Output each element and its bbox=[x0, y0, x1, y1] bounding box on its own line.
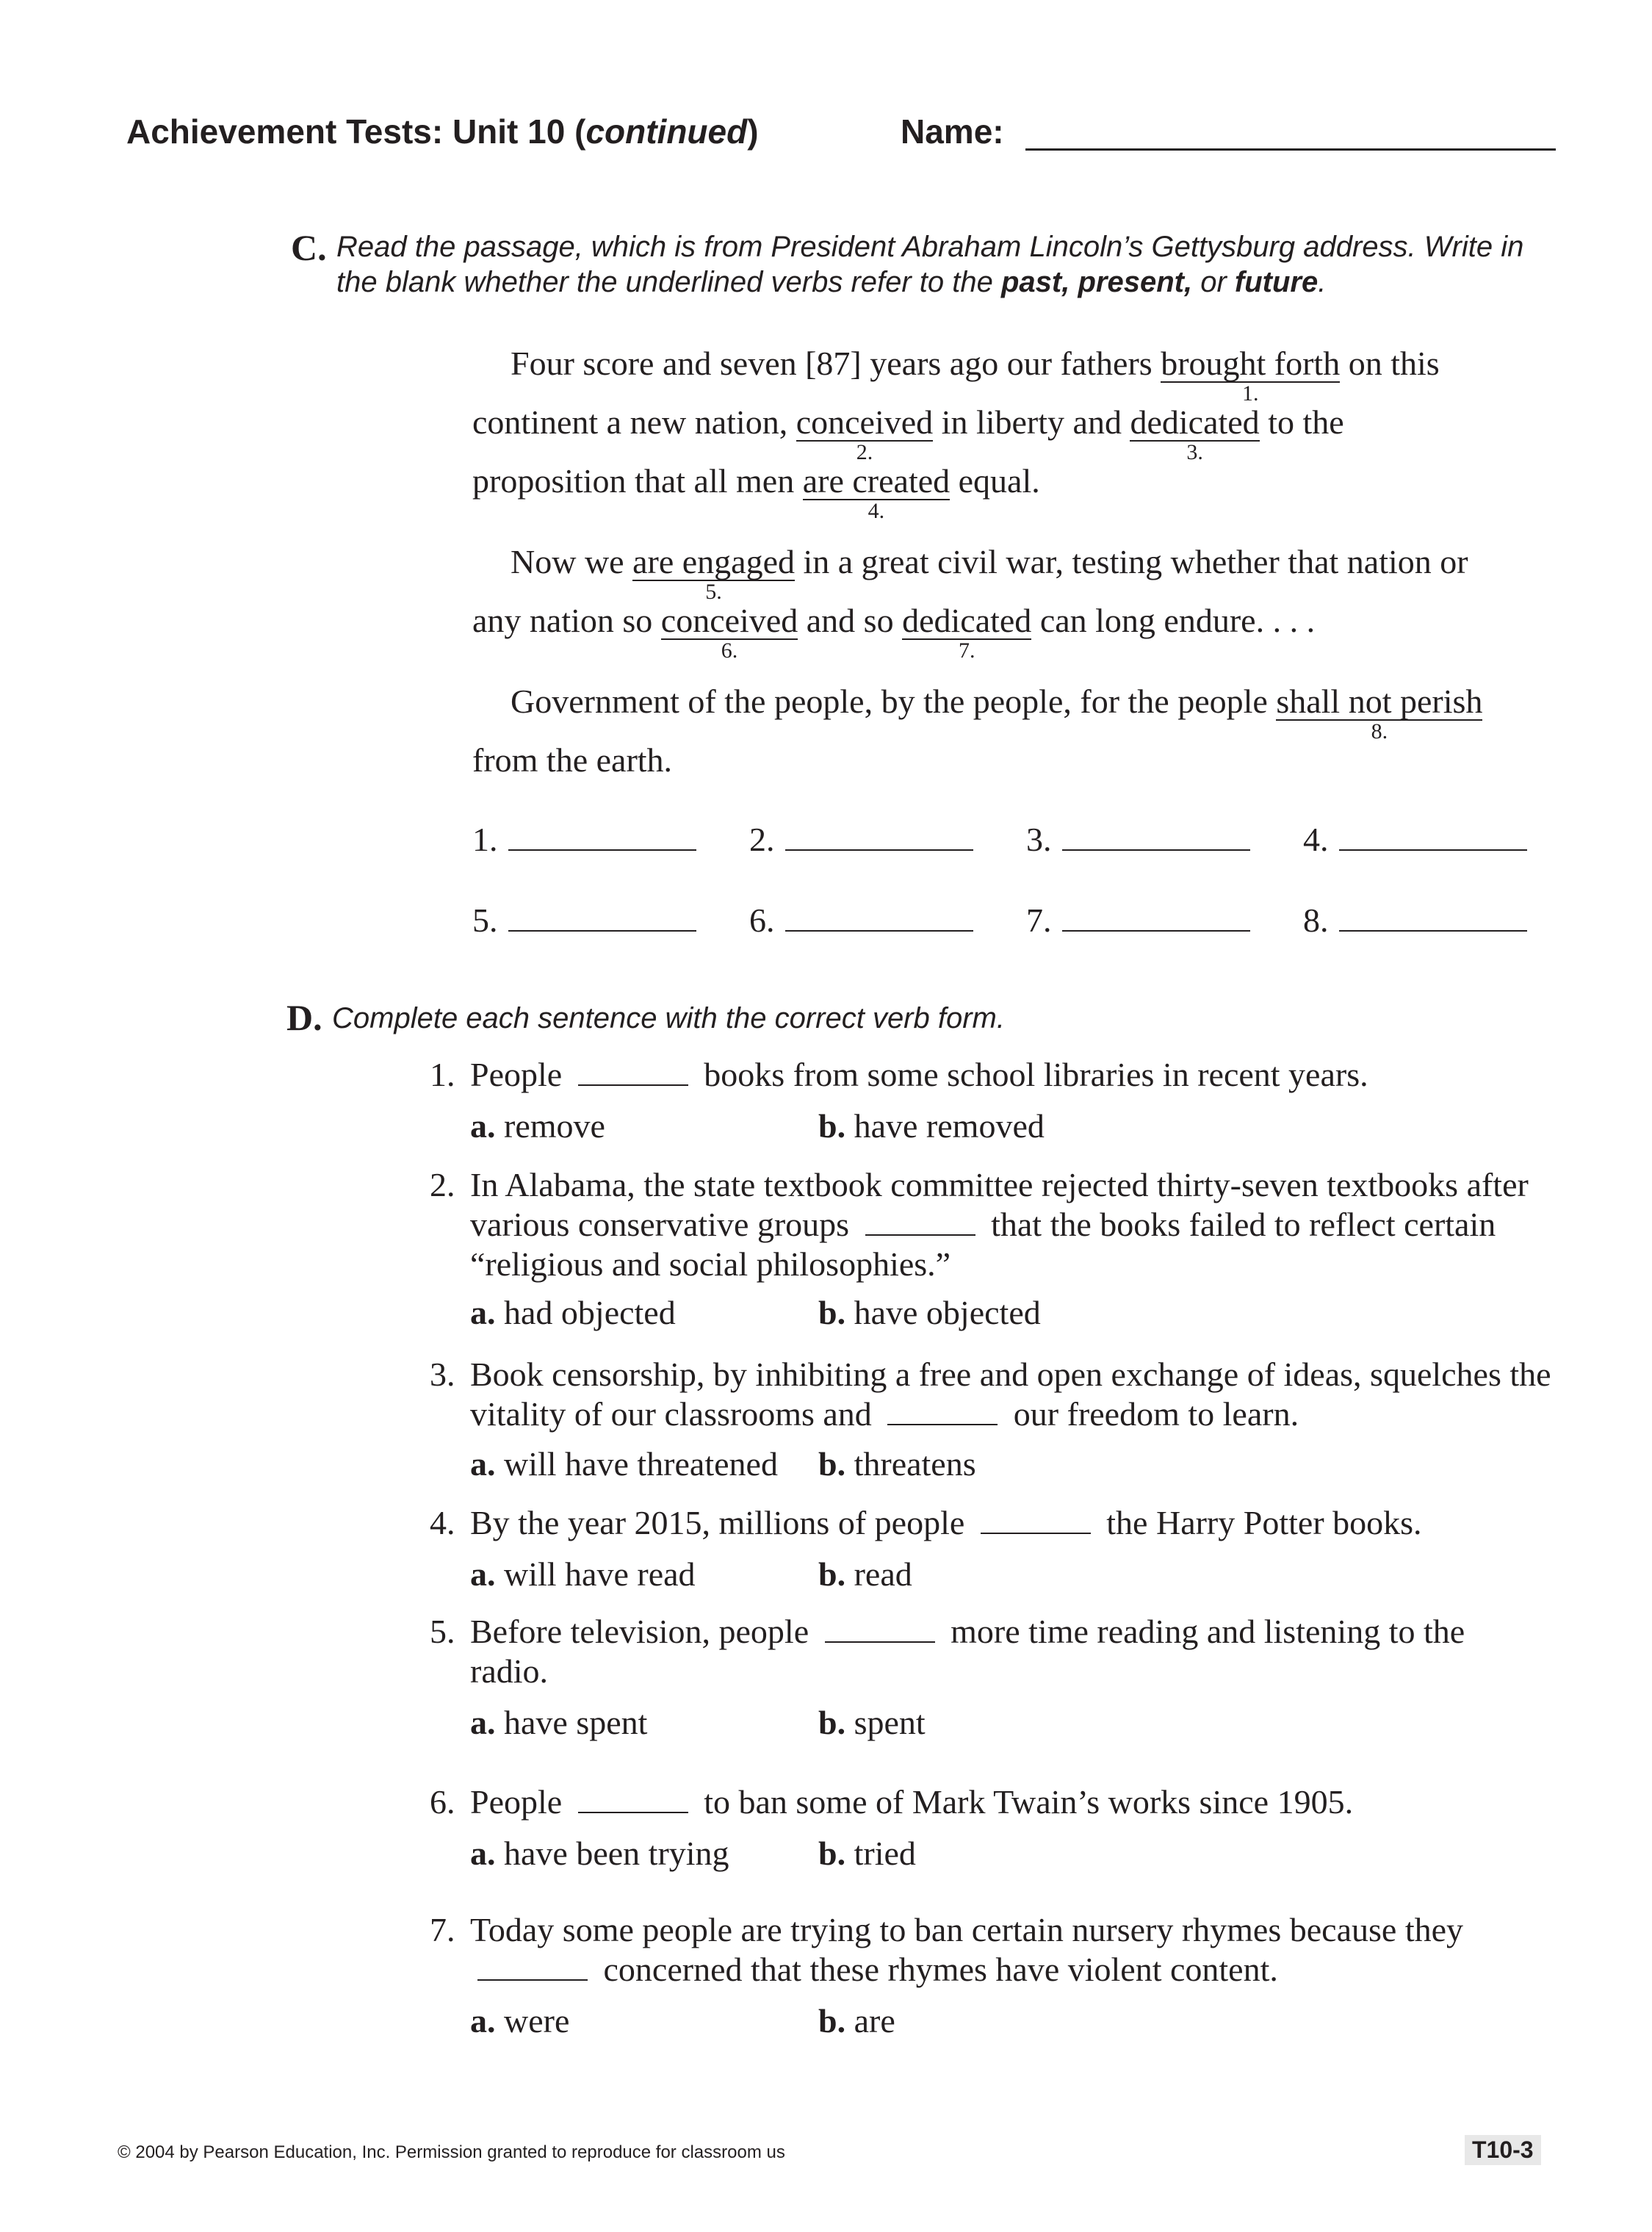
verb-number: 6. bbox=[721, 638, 738, 663]
option-b[interactable]: b. have removed bbox=[818, 1107, 1045, 1145]
question-number: 4. bbox=[430, 1504, 455, 1541]
name-label: Name: bbox=[901, 112, 1004, 151]
passage-line: Government of the people, by the people, for the people shall not perish 8. bbox=[511, 683, 1483, 744]
answer-blank[interactable]: 6. bbox=[749, 901, 973, 940]
option-a[interactable]: a. will have read bbox=[470, 1555, 696, 1593]
answer-blank[interactable]: 7. bbox=[1026, 901, 1250, 940]
verb-number: 4. bbox=[868, 499, 885, 524]
underlined-verb-6: conceived 6. bbox=[660, 602, 798, 663]
question-number: 6. bbox=[430, 1783, 455, 1821]
fill-blank bbox=[981, 1532, 1091, 1534]
verb-number: 7. bbox=[958, 638, 975, 663]
passage-line: proposition that all men are created 4. equal. bbox=[472, 462, 1040, 524]
name-field-line[interactable] bbox=[1025, 148, 1556, 151]
passage-line: continent a new nation, conceived 2. in liberty and dedicated 3. to the bbox=[472, 403, 1344, 465]
verb-number: 3. bbox=[1186, 440, 1203, 465]
option-a[interactable]: a. were bbox=[470, 2002, 570, 2040]
copyright-footer: © 2004 by Pearson Education, Inc. Permission granted to reproduce for classroom us bbox=[118, 2142, 785, 2162]
question-text: In Alabama, the state textbook committee rejected thirty-seven textbooks after various conservative groups that the books failed to reflect certain “religious and social philosophies.” bbox=[470, 1166, 1529, 1283]
option-b[interactable]: b. threatens bbox=[818, 1445, 976, 1483]
underlined-verb-2: conceived 2. bbox=[796, 403, 934, 465]
verb-number: 1. bbox=[1241, 381, 1259, 406]
section-d-instruction: Complete each sentence with the correct verb form. bbox=[332, 1002, 1005, 1034]
section-c-letter: C. bbox=[291, 227, 327, 268]
passage-line: Now we are engaged 5. in a great civil war, testing whether that nation or bbox=[511, 543, 1468, 605]
question-text: By the year 2015, millions of people the Harry Potter books. bbox=[470, 1504, 1422, 1541]
question-text: People to ban some of Mark Twain’s works since 1905. bbox=[470, 1783, 1354, 1821]
section-d-letter: D. bbox=[286, 997, 322, 1038]
question-number: 3. bbox=[430, 1356, 455, 1393]
question-number: 1. bbox=[430, 1056, 455, 1093]
option-a[interactable]: a. have spent bbox=[470, 1704, 648, 1741]
answer-blank[interactable]: 1. bbox=[472, 820, 696, 859]
question-text: Book censorship, by inhibiting a free and open exchange of ideas, squelches the vitality of our classrooms and our freedom to learn. bbox=[470, 1356, 1551, 1433]
page-id: T10-3 bbox=[1465, 2135, 1541, 2165]
underlined-verb-1: brought forth 1. bbox=[1161, 345, 1341, 406]
question-text: Today some people are trying to ban certain nursery rhymes because they concerned that these rhymes have violent content. bbox=[470, 1911, 1464, 1988]
option-a[interactable]: a. had objected bbox=[470, 1294, 676, 1331]
underlined-verb-5: are engaged 5. bbox=[632, 543, 795, 605]
option-a[interactable]: a. will have threatened bbox=[470, 1445, 778, 1483]
test-title: Achievement Tests: Unit 10 (continued) bbox=[126, 112, 759, 151]
fill-blank bbox=[887, 1423, 998, 1425]
question-number: 2. bbox=[430, 1166, 455, 1203]
fill-blank bbox=[578, 1811, 688, 1813]
verb-number: 2. bbox=[856, 440, 873, 465]
option-b[interactable]: b. read bbox=[818, 1555, 912, 1593]
fill-blank bbox=[578, 1084, 688, 1086]
option-b[interactable]: b. spent bbox=[818, 1704, 926, 1741]
underlined-verb-8: shall not perish 8. bbox=[1276, 683, 1483, 744]
section-c-instruction: Read the passage, which is from President Abraham Lincoln’s Gettysburg address. Write in the blank whether the underlined verbs refer to the past, present, or future. bbox=[336, 231, 1524, 298]
answer-blank[interactable]: 2. bbox=[749, 820, 973, 859]
verb-number: 8. bbox=[1371, 719, 1388, 744]
question-number: 5. bbox=[430, 1613, 455, 1650]
question-number: 7. bbox=[430, 1911, 455, 1948]
underlined-verb-4: are created 4. bbox=[802, 462, 951, 524]
answer-blank[interactable]: 8. bbox=[1303, 901, 1527, 940]
fill-blank bbox=[477, 1979, 588, 1981]
underlined-verb-7: dedicated 7. bbox=[902, 602, 1032, 663]
option-a[interactable]: a. remove bbox=[470, 1107, 605, 1145]
question-text: Before television, people more time reading and listening to the radio. bbox=[470, 1613, 1465, 1690]
answer-blank[interactable]: 5. bbox=[472, 901, 696, 940]
passage-line: Four score and seven [87] years ago our fathers brought forth 1. on this bbox=[511, 345, 1440, 406]
option-a[interactable]: a. have been trying bbox=[470, 1835, 729, 1872]
option-b[interactable]: b. are bbox=[818, 2002, 895, 2040]
passage-line: any nation so conceived 6. and so dedicated 7. can long endure. . . . bbox=[472, 602, 1316, 663]
underlined-verb-3: dedicated 3. bbox=[1130, 403, 1260, 465]
answer-blank[interactable]: 4. bbox=[1303, 820, 1527, 859]
passage-line: from the earth. bbox=[472, 741, 673, 779]
option-b[interactable]: b. have objected bbox=[818, 1294, 1041, 1331]
answer-blank[interactable]: 3. bbox=[1026, 820, 1250, 859]
question-text: People books from some school libraries in recent years. bbox=[470, 1056, 1368, 1093]
option-b[interactable]: b. tried bbox=[818, 1835, 916, 1872]
fill-blank bbox=[825, 1641, 935, 1643]
verb-number: 5. bbox=[705, 580, 722, 605]
fill-blank bbox=[865, 1234, 975, 1236]
